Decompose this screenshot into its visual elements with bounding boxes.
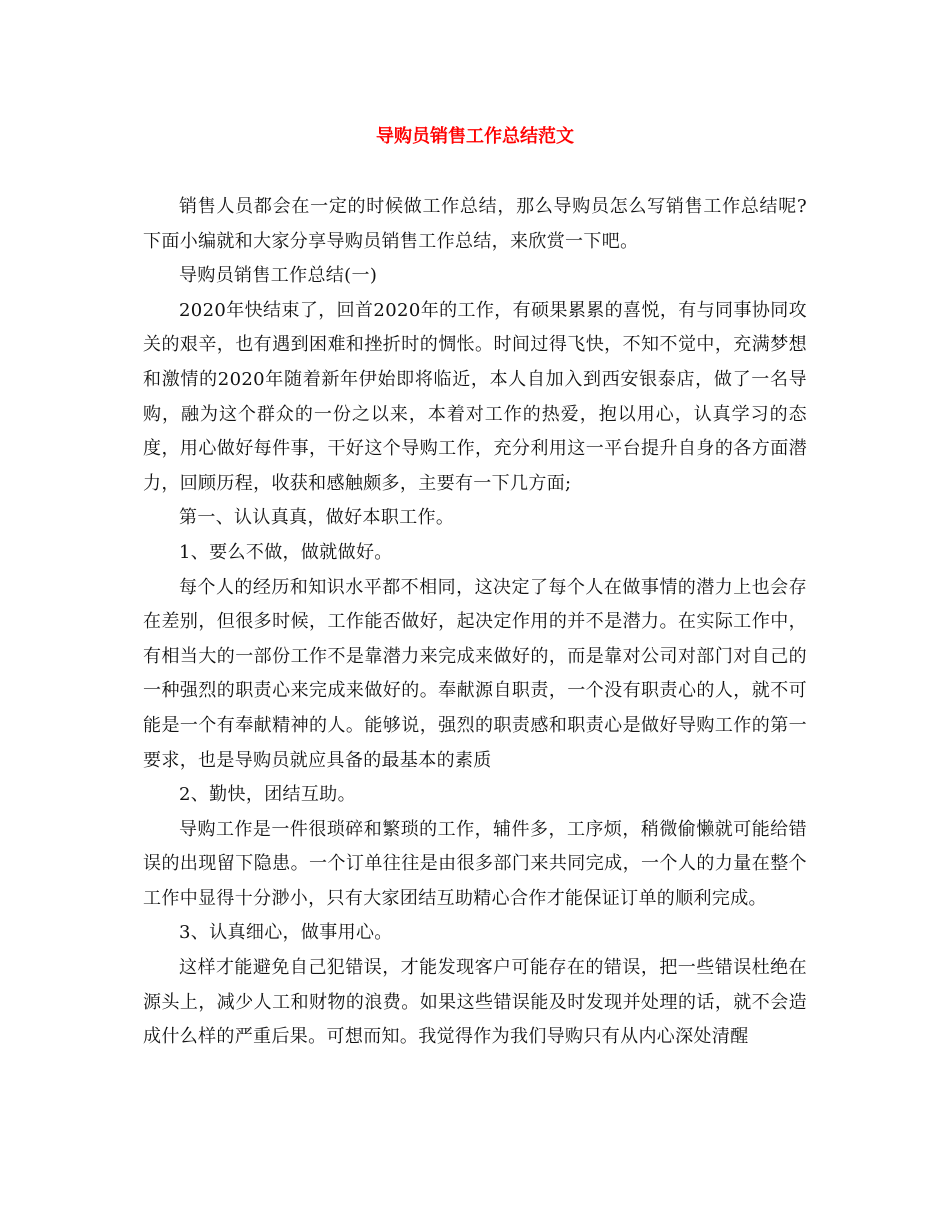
body-paragraph: 这样才能避免自己犯错误，才能发现客户可能存在的错误，把一些错误杜绝在源头上，减少人工和财物的浪费。如果这些错误能及时发现并处理的话，就不会造成什么样的严重后果。可想而知。我觉得作为我们导购只有从内心深处清醒 (143, 957, 807, 1048)
body-paragraph: 2020年快结束了，回首2020年的工作，有硕果累累的喜悦，有与同事协同攻关的艰辛，也有遇到困难和挫折时的惆怅。时间过得飞快，不知不觉中，充满梦想和激情的2020年随着新年伊始即将临近，本人自加入到西安银泰店，做了一名导购，融为这个群众的一份之以来，本着对工作的热爱，抱以用心，认真学习的态度，用心做好每件事，干好这个导购工作，充分利用这一平台提升自身的各方面潜力，回顾历程，收获和感触颇多，主要有一下几方面; (143, 299, 807, 494)
body-paragraph: 每个人的经历和知识水平都不相同，这决定了每个人在做事情的潜力上也会存在差别，但很多时候，工作能否做好，起决定作用的并不是潜力。在实际工作中，有相当大的一部份工作不是靠潜力来完成来做好的，而是靠对公司对部门对自己的一种强烈的职责心来完成来做好的。奉献源自职责，一个没有职责心的人，就不可能是一个有奉献精神的人。能够说，强烈的职责感和职责心是做好导购工作的第一要求，也是导购员就应具备的最基本的素质 (143, 576, 807, 771)
document-title: 导购员销售工作总结范文 (376, 126, 574, 147)
point-heading: 3、认真细心，做事用心。 (179, 922, 393, 944)
subsection-heading: 第一、认认真真，做好本职工作。 (179, 507, 455, 529)
point-heading: 1、要么不做，做就做好。 (179, 541, 393, 563)
point-heading: 2、勤快，团结互助。 (179, 784, 356, 806)
intro-paragraph: 销售人员都会在一定的时候做工作总结，那么导购员怎么写销售工作总结呢?下面小编就和大家分享导购员销售工作总结，来欣赏一下吧。 (143, 196, 807, 252)
document-body (143, 190, 807, 1055)
body-paragraph: 导购工作是一件很琐碎和繁琐的工作，辅件多，工序烦，稍微偷懒就可能给错误的出现留下隐患。一个订单往往是由很多部门来共同完成，一个人的力量在整个工作中显得十分渺小，只有大家团结互助精心合作才能保证订单的顺利完成。 (143, 818, 807, 909)
section-heading: 导购员销售工作总结(一) (179, 265, 378, 287)
